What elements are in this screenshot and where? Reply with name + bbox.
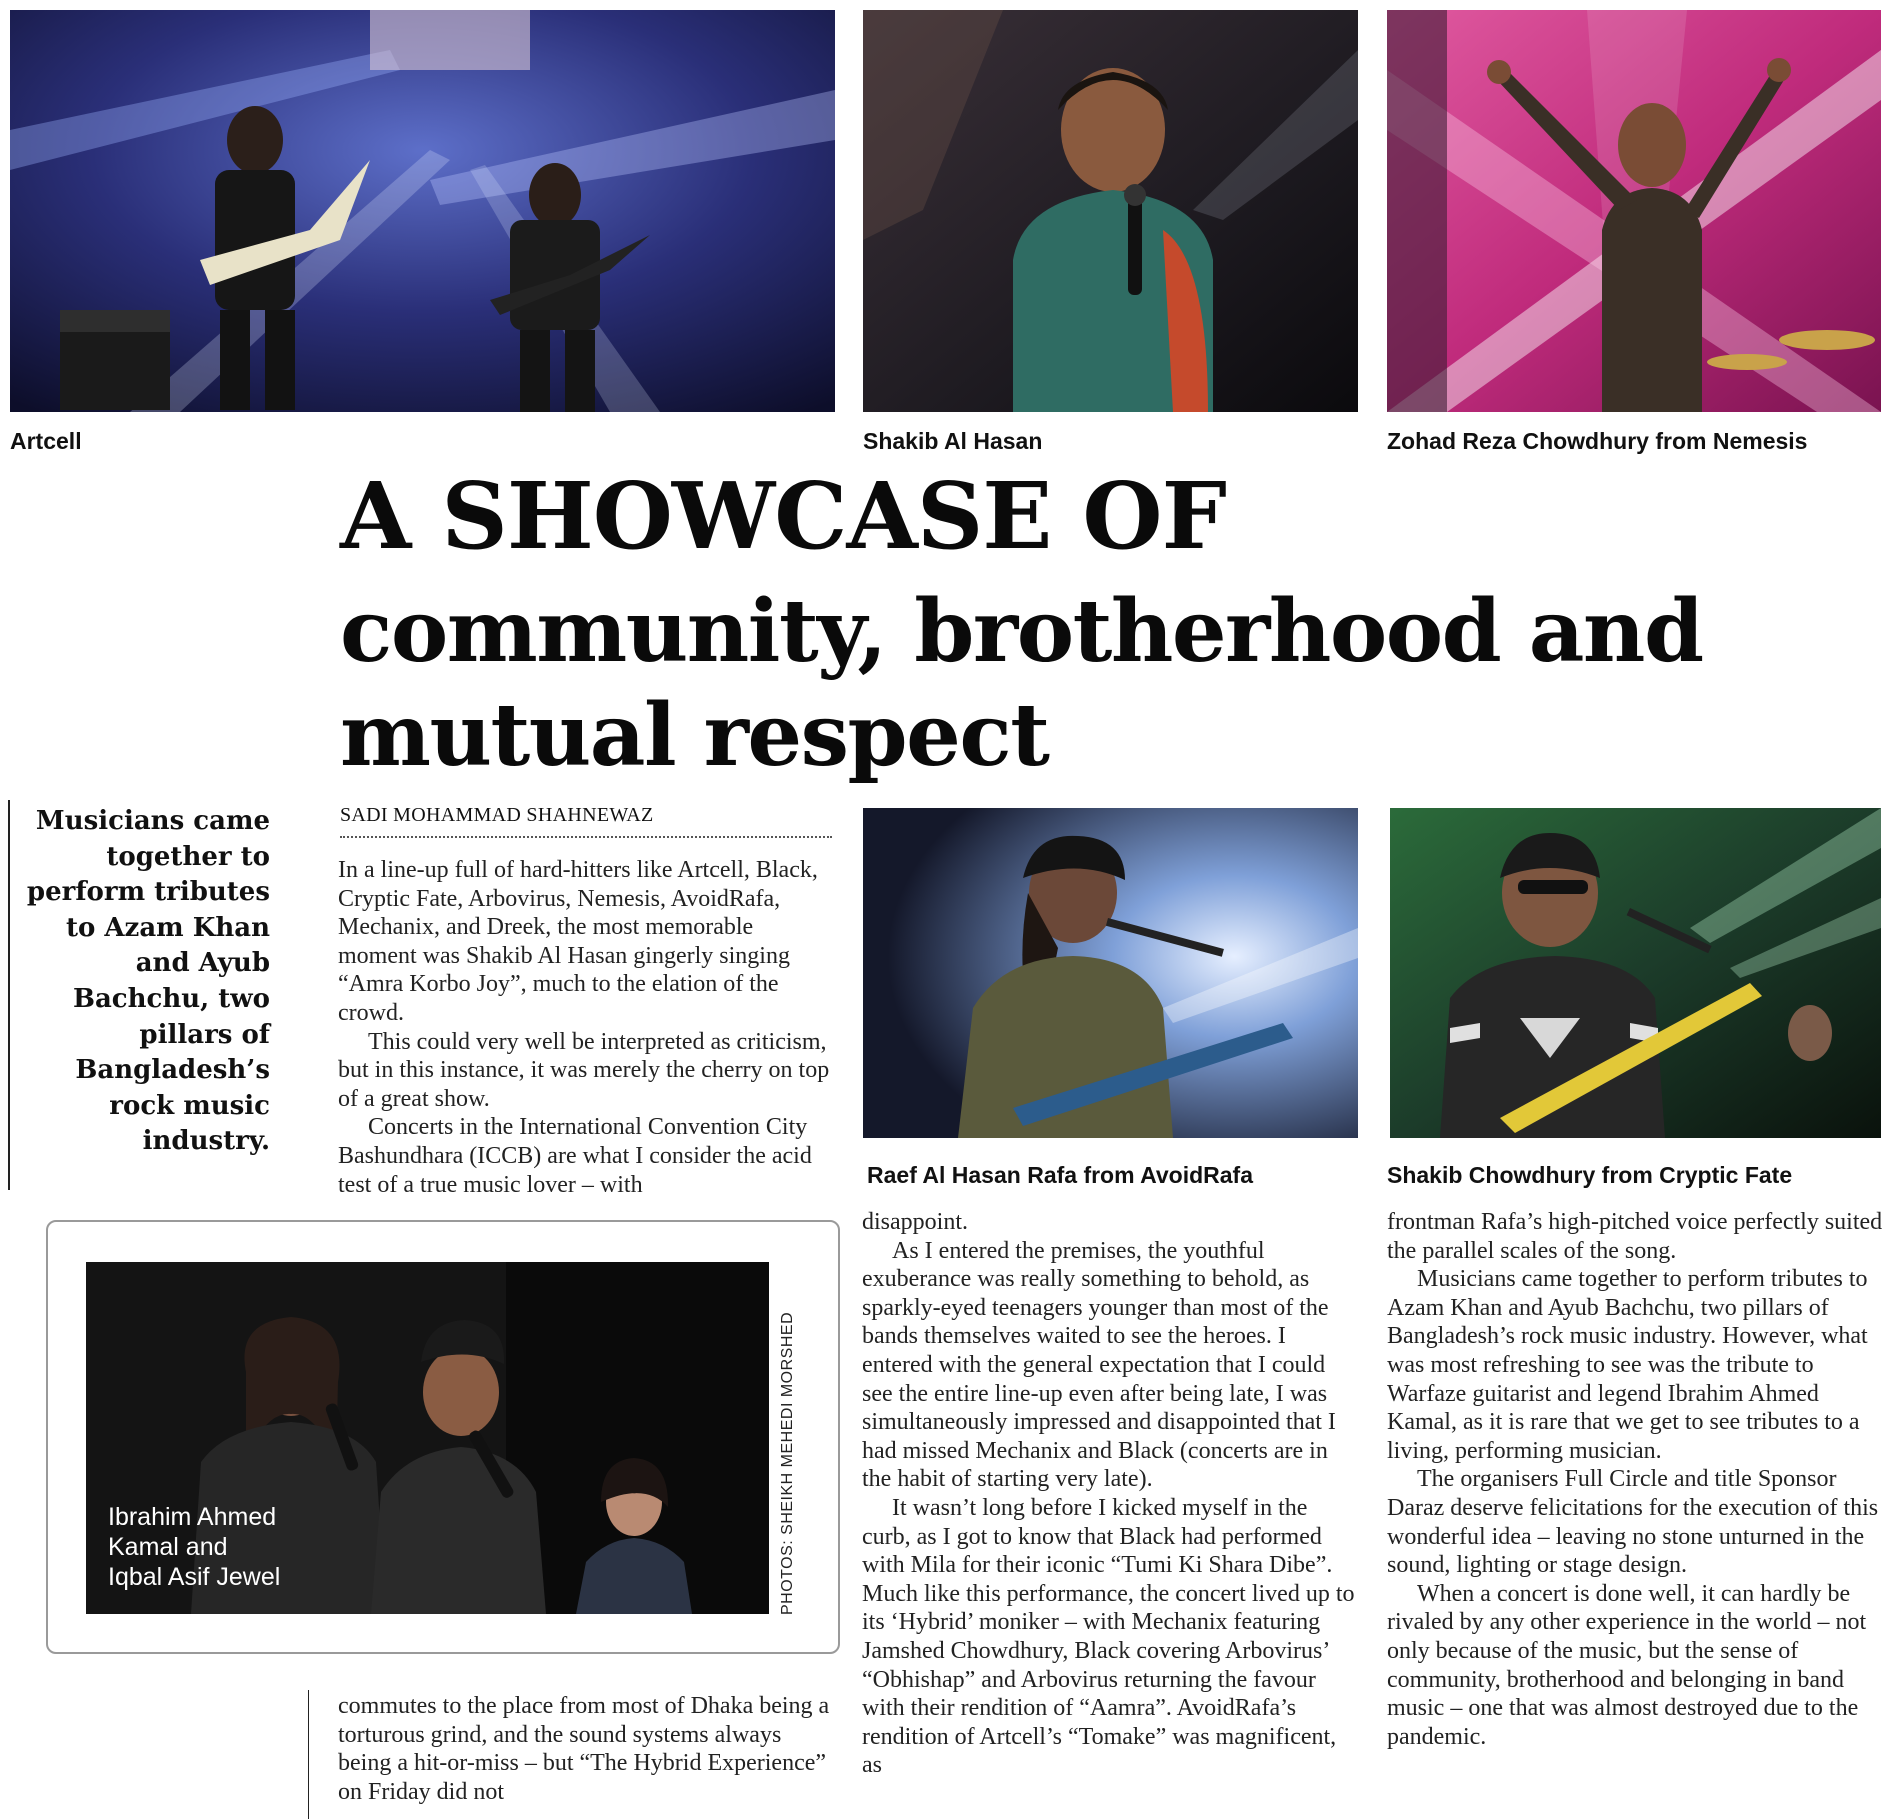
paragraph: The organisers Full Circle and title Sponsor Daraz deserve felicitations for the execution of this wonderful idea – leaving no stone unturned in the sound, lighting or stage design. <box>1387 1466 1879 1579</box>
headline-main: community, brotherhood and mutual respect <box>340 581 1703 786</box>
article-column-3 <box>1387 1208 1883 1751</box>
paragraph: When a concert is done well, it can hardly be rivaled by any other experience in the world – not only because of the music, but the sense of community, brotherhood and belonging in band music – one that was almost destroyed due to the pandemic. <box>1387 1580 1867 1750</box>
paragraph: Musicians came together to perform tributes to Azam Khan and Ayub Bachchu, two pillars of Bangladesh’s rock music industry. However, what was most refreshing to see was the tribute to Warfaze guitarist and legend Ibrahim Ahmed Kamal, as it is rare that we get to see tributes to a living, performing musician. <box>1387 1266 1868 1464</box>
paragraph: Concerts in the International Convention City Bashundhara (ICCB) are what I consider the acid test of a true music lover – with <box>338 1114 812 1198</box>
paragraph: It wasn’t long before I kicked myself in the curb, as I got to know that Black had performed with Mila for their iconic “Tumi Ki Shara Dibe”. Much like this performance, the concert lived up to its ‘Hybrid’ moniker – with Mechanix featuring Jamshed Chowdhury, Black covering Arbovirus’ “Obhishap” and Arbovirus returning the favour with their rendition of “Aamra”. AvoidRafa’s rendition of Artcell’s “Tomake” was magnificent, as <box>862 1494 1355 1779</box>
column-rule <box>308 1690 309 1819</box>
left-rule <box>8 800 10 1190</box>
photo-zohad <box>1387 10 1881 412</box>
photo-shakib-al-hasan <box>863 10 1358 412</box>
photo-shakib-chowdhury <box>1390 808 1881 1138</box>
paragraph: As I entered the premises, the youthful exuberance was really something to behold, as sparkly-eyed teenagers younger than most of the bands themselves waited to see the heroes. I entered with the general expectation that I could see the entire line-up even after being late, I was simultaneously impressed and disappointed that I had missed Mechanix and Black (concerts are in the habit of starting very late). <box>862 1237 1336 1493</box>
caption-artcell: Artcell <box>10 428 82 454</box>
paragraph: frontman Rafa’s high-pitched voice perfectly suited the parallel scales of the song. <box>1387 1209 1883 1264</box>
caption-shakib-chowdhury: Shakib Chowdhury from Cryptic Fate <box>1387 1162 1793 1188</box>
article-column-1b <box>338 1692 834 1806</box>
pullquote: Musicians came together to perform tributes to Azam Khan and Ayub Bachchu, two pillars of Bangladesh’s rock music industry. <box>26 806 270 1157</box>
article-column-1 <box>338 856 834 1199</box>
caption-line: Kamal and <box>108 1533 228 1561</box>
caption-zohad: Zohad Reza Chowdhury from Nemesis <box>1387 428 1808 454</box>
photo-credit: PHOTOS: SHEIKH MEHEDI MORSHED <box>779 1311 796 1615</box>
caption-line: Iqbal Asif Jewel <box>108 1563 281 1591</box>
caption-rafa: Raef Al Hasan Rafa from AvoidRafa <box>867 1162 1253 1188</box>
article-column-2 <box>862 1208 1360 1780</box>
paragraph: This could very well be interpreted as criticism, but in this instance, it was merely the cherry on top of a great show. <box>338 1028 830 1112</box>
inset-photo-caption <box>108 1502 308 1592</box>
paragraph: In a line-up full of hard-hitters like Artcell, Black, Cryptic Fate, Arbovirus, Nemesis, AvoidRafa, Mechanix, and Dreek, the most memorable moment was Shakib Al Hasan gingerly singing “Amra Korbo Joy”, much to the elation of the crowd. <box>338 857 818 1026</box>
photo-rafa <box>863 808 1358 1138</box>
byline: SADI MOHAMMAD SHAHNEWAZ <box>340 804 654 826</box>
byline-divider <box>340 836 832 838</box>
caption-line: Ibrahim Ahmed <box>108 1503 277 1531</box>
photo-artcell <box>10 10 835 412</box>
paragraph: disappoint. <box>862 1209 968 1235</box>
caption-shakib-al-hasan: Shakib Al Hasan <box>863 428 1043 454</box>
paragraph: commutes to the place from most of Dhaka being a torturous grind, and the sound systems always being a hit-or-miss – but “The Hybrid Experience” on Friday did not <box>338 1693 830 1805</box>
headline-kicker: A SHOWCASE OF <box>340 462 1226 570</box>
